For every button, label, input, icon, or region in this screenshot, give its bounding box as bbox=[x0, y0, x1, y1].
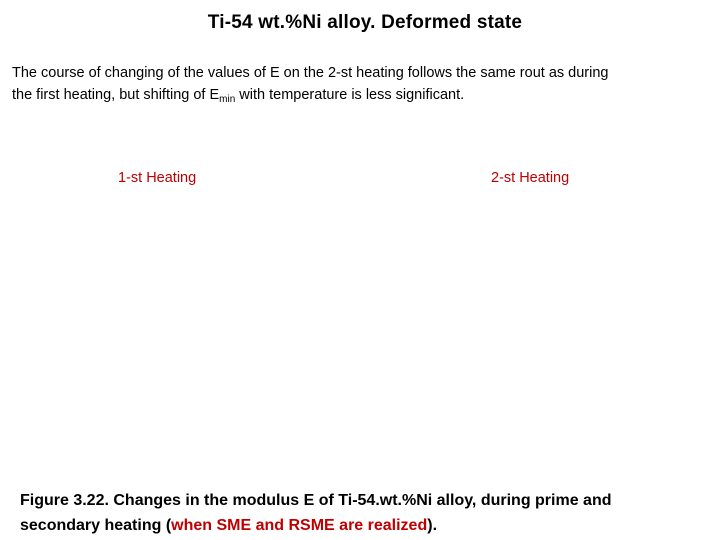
figure-caption bbox=[20, 488, 710, 538]
e-min-subscript: min bbox=[219, 94, 236, 105]
caption-highlight: when SME and RSME are realized bbox=[171, 517, 428, 534]
intro-paragraph bbox=[12, 62, 712, 106]
first-heating-label: 1-st Heating bbox=[118, 170, 197, 186]
intro-line-2 bbox=[12, 84, 712, 106]
caption-line-1: Figure 3.22. Changes in the modulus E of Ti-54.wt.%Ni alloy, during prime and bbox=[20, 492, 612, 509]
intro-line-1: The course of changing of the values of E on the 2-st heating follows the same rout as during bbox=[12, 65, 609, 81]
caption-line-2-start: secondary heating ( bbox=[20, 517, 172, 534]
intro-line-2-start: the first heating, but shifting of E bbox=[12, 87, 220, 103]
second-heating-label: 2-st Heating bbox=[491, 170, 570, 186]
caption-line-2 bbox=[20, 513, 710, 538]
intro-line-2-end: with temperature is less significant. bbox=[235, 87, 465, 103]
caption-line-2-end: ). bbox=[427, 517, 438, 534]
slide-title: Ti-54 wt.%Ni alloy. Deformed state bbox=[207, 12, 523, 33]
